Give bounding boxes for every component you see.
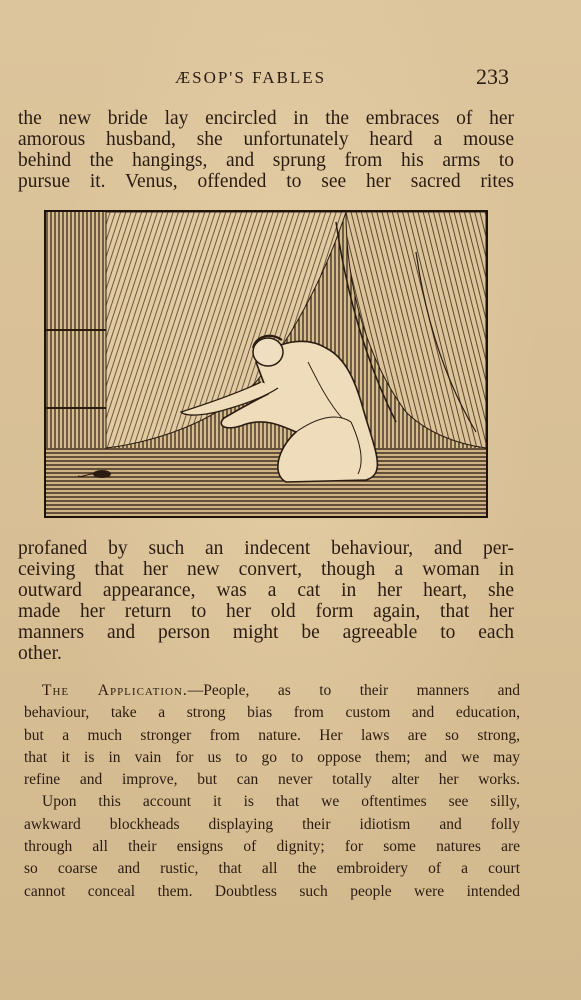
text-line: amorous husband, she unfortunately heard a mouse bbox=[18, 129, 514, 150]
text-line: behaviour, take a strong bias from custom and education, bbox=[24, 704, 520, 722]
text-line: awkward blockheads displaying their idiotism and folly bbox=[24, 815, 520, 833]
text-line: through all their ensigns of dignity; for some natures are bbox=[24, 838, 520, 856]
running-head bbox=[0, 64, 581, 94]
running-title: ÆSOP'S FABLES bbox=[175, 68, 327, 87]
application-first-line bbox=[24, 680, 520, 702]
text-line: made her return to her old form again, that her bbox=[18, 601, 514, 622]
text-line: but a much stronger from nature. Her laws are so strong, bbox=[24, 726, 520, 744]
application-first-rest: —People, as to their manners and bbox=[187, 682, 520, 699]
text-line: Upon this account it is that we oftentimes see silly, bbox=[42, 793, 520, 811]
text-line: outward appearance, was a cat in her heart, she bbox=[18, 580, 514, 601]
text-line: pursue it. Venus, offended to see her sacred rites bbox=[18, 171, 514, 192]
application-label: The Application. bbox=[42, 682, 188, 699]
woodcut-engraving-icon bbox=[46, 212, 486, 516]
text-line: that it is in vain for us to go to oppose them; and we may bbox=[24, 748, 520, 766]
text-line: ceiving that her new convert, though a woman in bbox=[18, 559, 514, 580]
body-text-top bbox=[18, 108, 514, 192]
body-text-middle bbox=[18, 538, 514, 664]
woodcut-illustration bbox=[44, 210, 488, 518]
text-line: profaned by such an indecent behaviour, and per- bbox=[18, 538, 514, 559]
text-line: manners and person might be agreeable to each bbox=[18, 622, 514, 643]
text-line: other. bbox=[18, 643, 62, 664]
page-number: 233 bbox=[476, 64, 509, 89]
text-line: the new bride lay encircled in the embraces of her bbox=[18, 108, 514, 129]
text-line: so coarse and rustic, that all the embroidery of a court bbox=[24, 860, 520, 878]
text-line: cannot conceal them. Doubtless such people were intended bbox=[24, 882, 520, 900]
text-line: refine and improve, but can never totally alter her works. bbox=[24, 771, 520, 789]
application-paragraph bbox=[24, 680, 520, 903]
text-line: behind the hangings, and sprung from his arms to bbox=[18, 150, 514, 171]
